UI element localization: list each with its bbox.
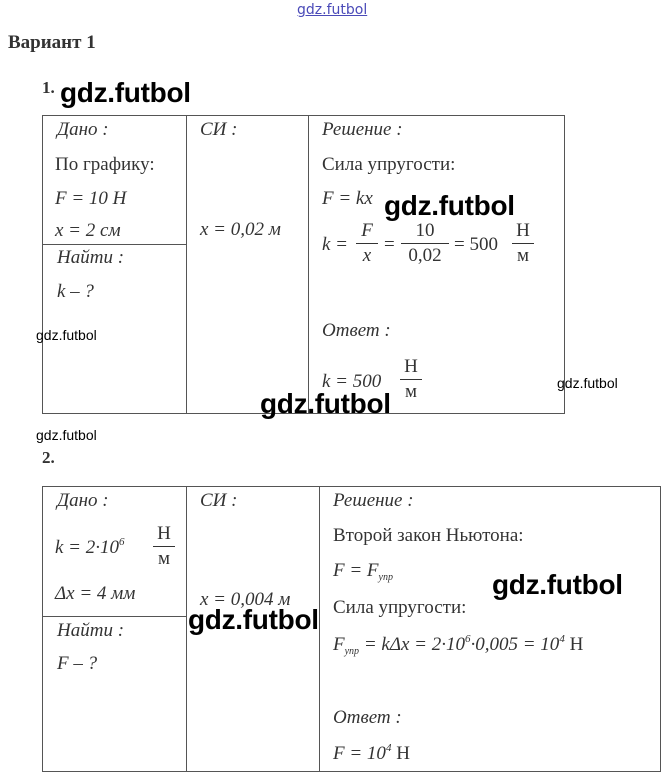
watermark: gdz.futbol	[188, 604, 319, 635]
si-label: СИ :	[200, 490, 238, 511]
answer-value: k = 500	[322, 371, 382, 392]
given-unit-fraction: Н м	[153, 523, 175, 570]
solution-calculation: $F_{упр} = k\Delta x = 2\cdot 10^6\cdot 0,005 = 10^4$ Н	[333, 633, 584, 657]
watermark: gdz.futbol	[36, 427, 97, 443]
watermark: gdz.futbol	[60, 77, 191, 108]
find-value: k – ?	[57, 281, 94, 302]
find-label: Найти :	[57, 620, 125, 641]
solution-elastic-force: Сила упругости:	[333, 597, 467, 618]
answer-label: Ответ :	[333, 707, 402, 728]
answer-label: Ответ :	[322, 320, 391, 341]
column-divider	[308, 116, 309, 413]
problem-1-table	[42, 115, 565, 414]
given-stiffness: $k = 2\cdot 10^6$	[55, 536, 125, 558]
given-graph-note: По графику:	[55, 154, 155, 175]
k-result: = 500	[454, 234, 498, 255]
si-label: СИ :	[200, 119, 238, 140]
row-divider	[43, 244, 187, 245]
solution-formula: F = kx	[322, 188, 373, 209]
watermark-top[interactable]: gdz.futbol	[297, 2, 368, 18]
solution-force-equality: $F = F_{упр}$	[333, 560, 393, 583]
si-value: x = 0,02 м	[200, 219, 281, 240]
problem-2-table	[42, 486, 661, 772]
watermark: gdz.futbol	[384, 190, 515, 221]
answer-value: $F = 10^4$ Н	[333, 742, 410, 764]
watermark: gdz.futbol	[260, 388, 391, 419]
problem-2-number: 2.	[42, 448, 55, 467]
solution-label: Решение :	[333, 490, 414, 511]
fraction-values: 10 0,02	[401, 220, 449, 267]
find-label: Найти :	[57, 247, 125, 268]
answer-unit-fraction: Н м	[400, 356, 422, 403]
column-divider	[319, 487, 320, 771]
solution-line-elastic-force: Сила упругости:	[322, 154, 456, 175]
watermark: gdz.futbol	[36, 327, 97, 343]
row-divider	[43, 616, 187, 617]
given-label: Дано :	[57, 490, 109, 511]
find-value: F – ?	[57, 653, 98, 674]
column-divider	[186, 116, 187, 413]
given-force: F = 10 Н	[55, 188, 127, 209]
solution-newton-law: Второй закон Ньютона:	[333, 525, 524, 546]
watermark: gdz.futbol	[492, 569, 623, 600]
watermark: gdz.futbol	[557, 375, 618, 391]
equals-sign: =	[384, 234, 395, 255]
given-label: Дано :	[57, 119, 109, 140]
fraction-f-over-x: F x	[356, 220, 378, 267]
given-delta-x: Δx = 4 мм	[55, 583, 136, 604]
unit-fraction: Н м	[512, 220, 534, 267]
solution-label: Решение :	[322, 119, 403, 140]
variant-heading: Вариант 1	[8, 32, 96, 53]
k-equation-start: k =	[322, 234, 349, 255]
given-displacement: x = 2 см	[55, 220, 121, 241]
problem-1-number: 1.	[42, 78, 55, 97]
column-divider	[186, 487, 187, 771]
si-value: x = 0,004 м	[200, 589, 291, 610]
